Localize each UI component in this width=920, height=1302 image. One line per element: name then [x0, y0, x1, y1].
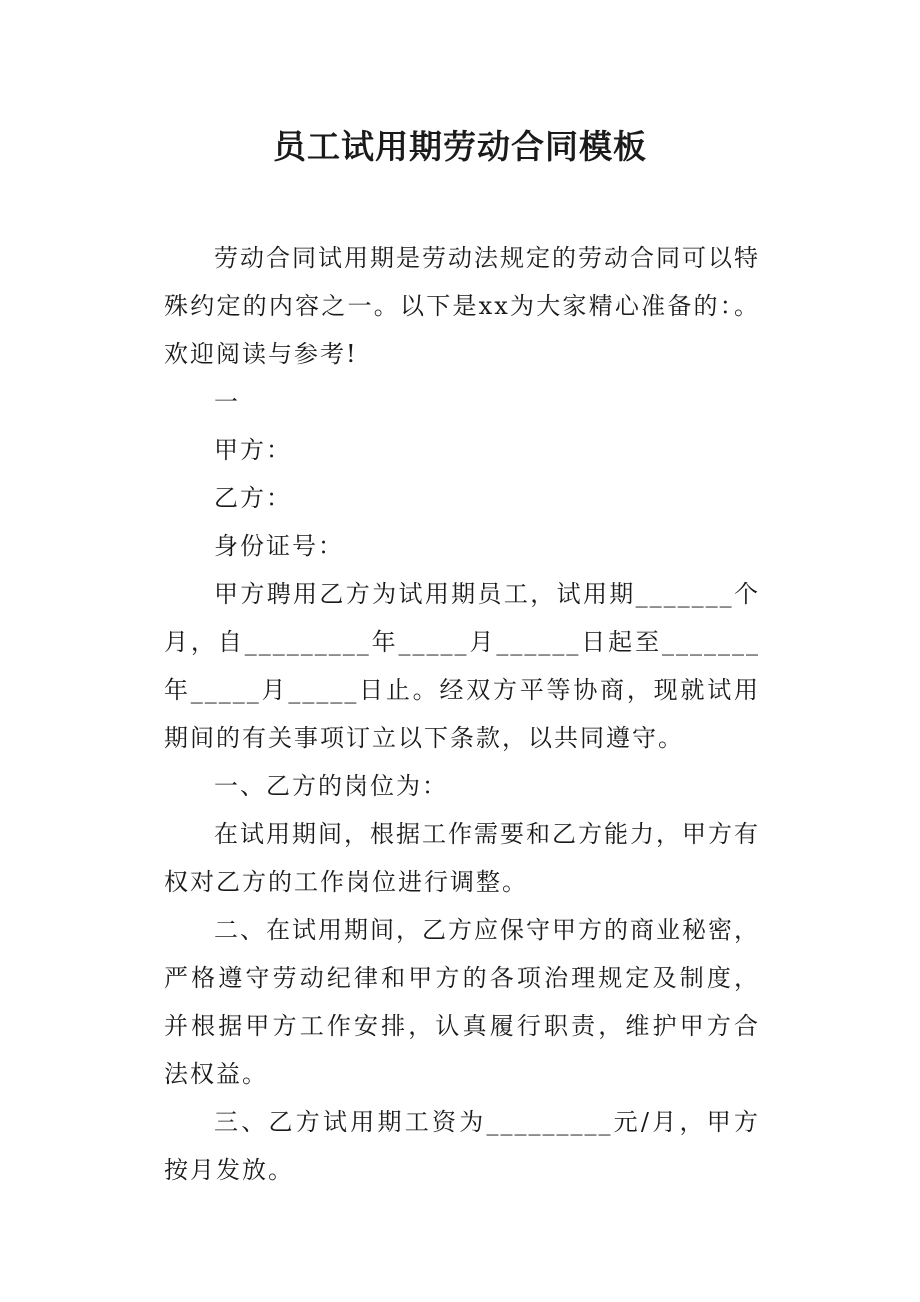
- party-b-line: 乙方：: [214, 484, 292, 512]
- party-a-line: 甲方：: [214, 436, 292, 464]
- id-number-line: 身份证号：: [214, 532, 344, 560]
- probation-term-paragraph: 甲方聘用乙方为试用期员工，试用期_______个月，自_________年_____月______日起至_______年_____月_____日止。经双方平等协商，现就试用期间的有关事项订立以下条款，以共同遵守。: [164, 580, 760, 752]
- clause-three-paragraph: 三、乙方试用期工资为_________元/月，甲方按月发放。: [164, 1108, 760, 1184]
- document-body: [164, 234, 760, 1194]
- clause-one-paragraph: 在试用期间，根据工作需要和乙方能力，甲方有权对乙方的工作岗位进行调整。: [164, 820, 760, 896]
- intro-paragraph: 劳动合同试用期是劳动法规定的劳动合同可以特殊约定的内容之一。以下是xx为大家精心准备的：。欢迎阅读与参考!: [164, 244, 760, 368]
- clause-two-paragraph: 二、在试用期间，乙方应保守甲方的商业秘密，严格遵守劳动纪律和甲方的各项治理规定及制度，并根据甲方工作安排，认真履行职责，维护甲方合法权益。: [164, 916, 760, 1088]
- section-number: 一: [214, 388, 240, 416]
- document-title: 员工试用期劳动合同模板: [273, 127, 647, 166]
- clause-one-heading: 一、乙方的岗位为：: [214, 772, 448, 800]
